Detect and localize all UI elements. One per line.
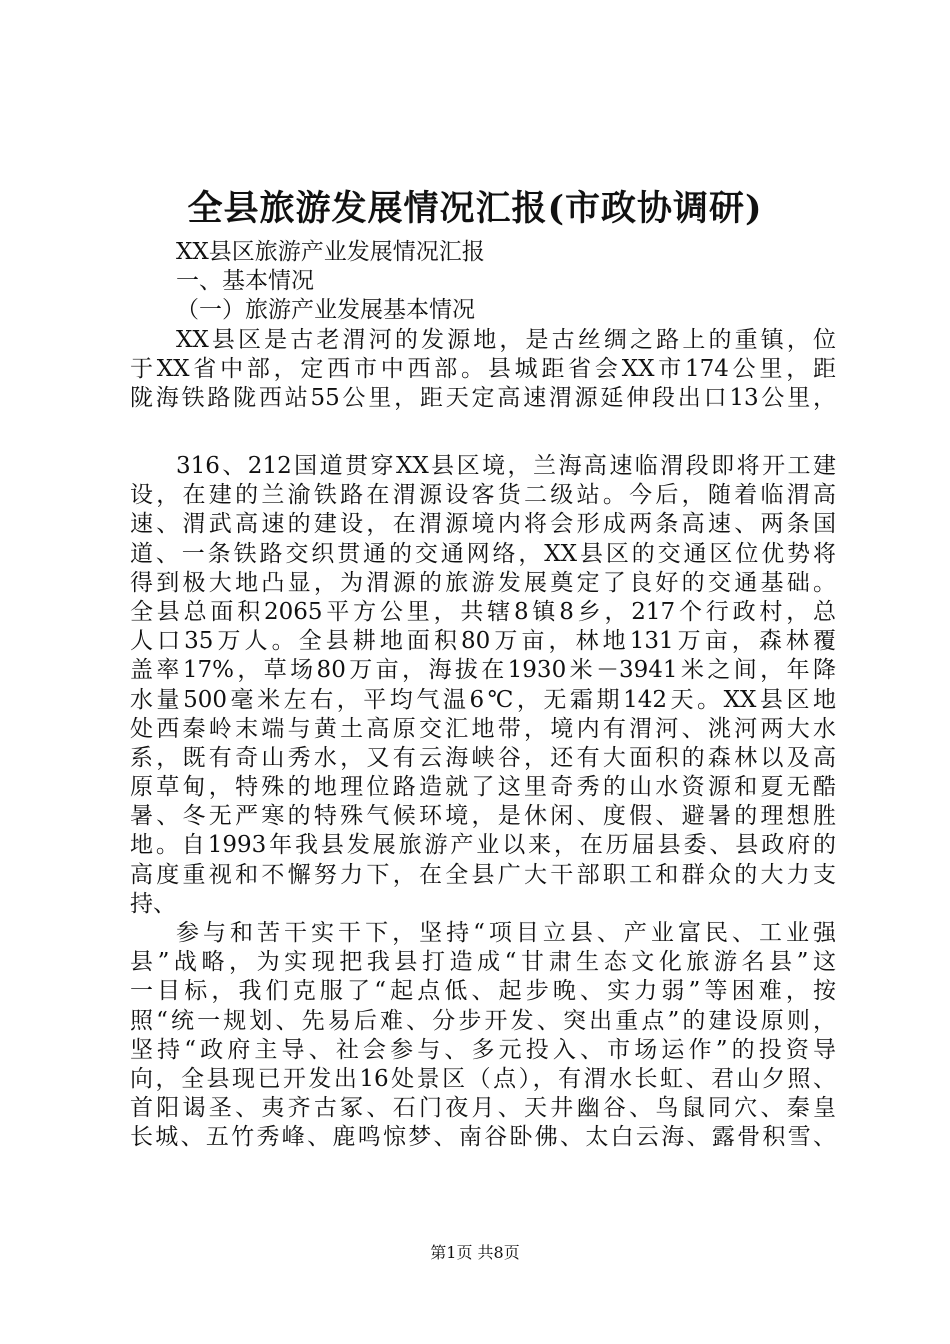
document-title: 全县旅游发展情况汇报(市政协调研) — [187, 188, 763, 229]
section-heading: 一、基本情况 — [176, 268, 314, 295]
paragraph-line: 首阳谒圣、夷齐古冢、石门夜月、天井幽谷、鸟鼠同穴、秦皇 — [130, 1095, 836, 1122]
paragraph-line: 一目标，我们克服了“起点低、起步晚、实力弱”等困难，按 — [130, 978, 836, 1005]
paragraph-line: 持、 — [130, 890, 176, 917]
paragraph-line: 长城、五竹秀峰、鹿鸣惊梦、南谷卧佛、太白云海、露骨积雪、 — [130, 1124, 836, 1151]
paragraph-line: 照“统一规划、先易后难、分步开发、突出重点”的建设原则， — [130, 1007, 836, 1034]
subsection-heading: （一）旅游产业发展基本情况 — [176, 297, 475, 324]
page-footer: 第1页 共8页 — [430, 1243, 520, 1262]
paragraph-line: 全县总面积2065平方公里，共辖8镇8乡，217个行政村，总 — [130, 598, 836, 625]
paragraph-line: 系，既有奇山秀水，又有云海峡谷，还有大面积的森林以及高 — [130, 744, 836, 771]
paragraph-line: XX县区是古老渭河的发源地，是古丝绸之路上的重镇，位 — [176, 326, 836, 353]
paragraph-line: 得到极大地凸显，为渭源的旅游发展奠定了良好的交通基础。 — [130, 569, 836, 596]
paragraph-line: 暑、冬无严寒的特殊气候环境，是休闲、度假、避暑的理想胜 — [130, 803, 836, 830]
paragraph-line: 速、渭武高速的建设，在渭源境内将会形成两条高速、两条国 — [130, 511, 836, 538]
paragraph-line: 参与和苦干实干下，坚持“项目立县、产业富民、工业强 — [176, 920, 836, 947]
paragraph-line: 盖率17%，草场80万亩，海拔在1930米－3941米之间，年降 — [130, 657, 836, 684]
paragraph-line: 人口35万人。全县耕地面积80万亩，林地131万亩，森林覆 — [130, 628, 836, 655]
paragraph-line: 道、一条铁路交织贯通的交通网络，XX县区的交通区位优势将 — [130, 540, 836, 567]
paragraph-line: 原草甸，特殊的地理位路造就了这里奇秀的山水资源和夏无酷 — [130, 774, 836, 801]
paragraph-line: 设，在建的兰渝铁路在渭源设客货二级站。今后，随着临渭高 — [130, 482, 836, 509]
paragraph-line: 向，全县现已开发出16处景区（点），有渭水长虹、君山夕照、 — [130, 1065, 836, 1092]
paragraph-line: 坚持“政府主导、社会参与、多元投入、市场运作”的投资导 — [130, 1036, 836, 1063]
paragraph-line: 县”战略，为实现把我县打造成“甘肃生态文化旅游名县”这 — [130, 949, 836, 976]
paragraph-line: 处西秦岭末端与黄土高原交汇地带，境内有渭河、洮河两大水 — [130, 715, 836, 742]
paragraph-line: 316、212国道贯穿XX县区境，兰海高速临渭段即将开工建 — [176, 453, 836, 479]
document-body-top — [130, 238, 836, 413]
document-body-main — [130, 452, 836, 1153]
paragraph-line: 地。自1993年我县发展旅游产业以来，在历届县委、县政府的 — [130, 832, 836, 859]
subtitle-line: XX县区旅游产业发展情况汇报 — [176, 239, 485, 265]
paragraph-line: 高度重视和不懈努力下，在全县广大干部职工和群众的大力支 — [130, 861, 836, 888]
paragraph-line: 水量500毫米左右，平均气温6℃，无霜期142天。XX县区地 — [130, 686, 836, 713]
paragraph-line: 陇海铁路陇西站55公里，距天定高速渭源延伸段出口13公里， — [130, 384, 836, 411]
paragraph-line: 于XX省中部，定西市中西部。县城距省会XX市174公里，距 — [130, 355, 836, 382]
